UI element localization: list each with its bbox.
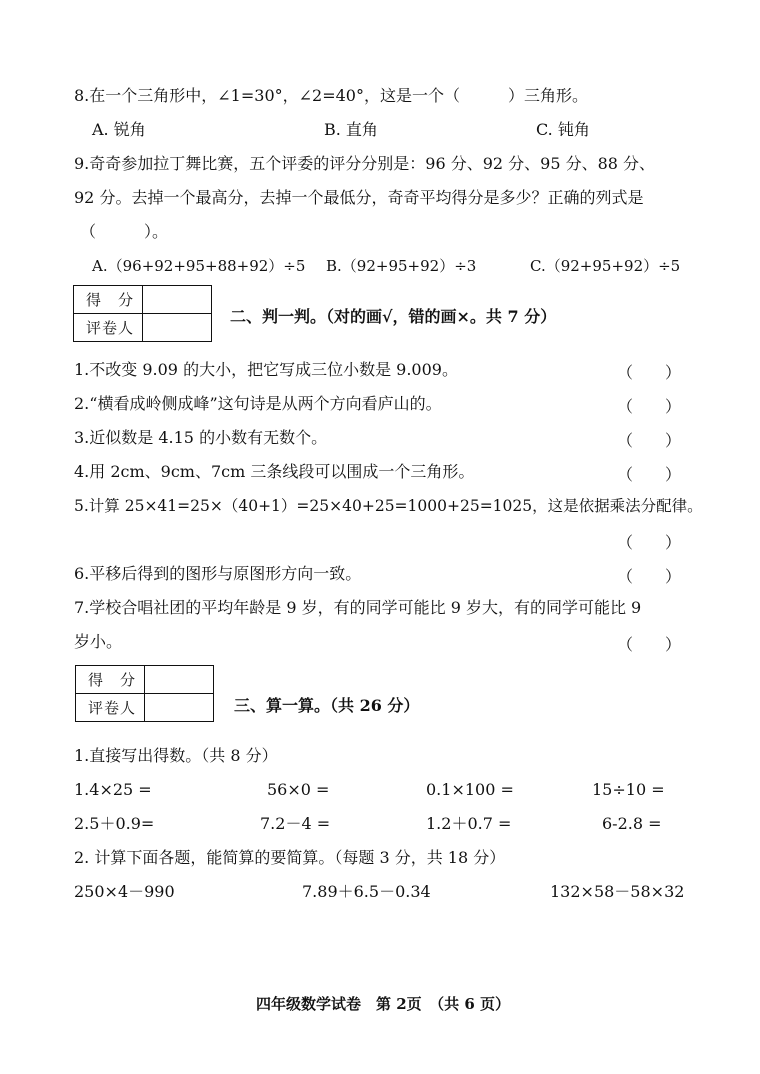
section2-title: 二、判一判。（对的画√，错的画×。共 7 分） bbox=[230, 307, 557, 326]
calc-r2-c4: 6-2.8 = bbox=[602, 814, 662, 833]
judge-answer-5[interactable]: （ ） bbox=[617, 533, 682, 552]
simplify-1: 250×4－990 bbox=[74, 882, 175, 901]
judge-answer-2[interactable]: （ ） bbox=[617, 397, 682, 416]
q8-option-b: B. 直角 bbox=[324, 120, 378, 139]
q9-stem-line1: 9.奇奇参加拉丁舞比赛，五个评委的评分分别是：96 分、92 分、95 分、88 分、 bbox=[74, 154, 656, 173]
grader-blank[interactable] bbox=[145, 694, 214, 722]
score-label: 得 分 bbox=[76, 666, 145, 694]
judge-item-5: 5.计算 25×41=25×（40+1）=25×40+25=1000+25=1025，这是依据乘法分配律。 bbox=[74, 497, 703, 515]
score-box-section3 bbox=[75, 665, 214, 722]
score-blank[interactable] bbox=[145, 666, 214, 694]
judge-item-7-line1: 7.学校合唱社团的平均年龄是 9 岁，有的同学可能比 9 岁大，有的同学可能比 9 bbox=[74, 598, 642, 617]
judge-item-3: 3.近似数是 4.15 的小数有无数个。 bbox=[74, 428, 328, 447]
part1-title: 1.直接写出得数。（共 8 分） bbox=[74, 746, 278, 765]
part2-title: 2. 计算下面各题，能简算的要简算。（每题 3 分，共 18 分） bbox=[74, 848, 506, 867]
q8-option-a: A. 锐角 bbox=[92, 120, 146, 139]
judge-item-1: 1.不改变 9.09 的大小，把它写成三位小数是 9.009。 bbox=[74, 360, 458, 379]
calc-r2-c3: 1.2＋0.7 = bbox=[426, 814, 512, 833]
grader-label: 评卷人 bbox=[76, 694, 145, 722]
section3-title: 三、算一算。（共 26 分） bbox=[234, 696, 420, 715]
judge-item-4: 4.用 2cm、9cm、7cm 三条线段可以围成一个三角形。 bbox=[74, 462, 475, 481]
calc-r2-c1: 2.5＋0.9= bbox=[74, 814, 155, 833]
grader-label: 评卷人 bbox=[74, 314, 143, 342]
judge-item-7-line2: 岁小。 bbox=[74, 632, 123, 651]
page-footer: 四年级数学试卷 第 2页 （共 6 页） bbox=[256, 995, 511, 1013]
judge-answer-3[interactable]: （ ） bbox=[617, 431, 682, 450]
judge-item-2: 2.“横看成岭侧成峰”这句诗是从两个方向看庐山的。 bbox=[74, 394, 442, 413]
q9-option-a: A.（96+92+95+88+92）÷5 bbox=[92, 257, 306, 275]
calc-r2-c2: 7.2－4 = bbox=[260, 814, 331, 833]
judge-answer-4[interactable]: （ ） bbox=[617, 465, 682, 484]
simplify-2: 7.89＋6.5－0.34 bbox=[302, 882, 431, 901]
calc-r1-c4: 15÷10 = bbox=[592, 780, 665, 799]
calc-r1-c1: 1.4×25 = bbox=[74, 780, 152, 799]
q9-option-b: B.（92+95+92）÷3 bbox=[326, 257, 477, 275]
calc-r1-c3: 0.1×100 = bbox=[426, 780, 514, 799]
judge-answer-7[interactable]: （ ） bbox=[617, 635, 682, 654]
judge-item-6: 6.平移后得到的图形与原图形方向一致。 bbox=[74, 564, 362, 583]
q8-option-c: C. 钝角 bbox=[536, 120, 590, 139]
judge-answer-6[interactable]: （ ） bbox=[617, 567, 682, 586]
score-box-section2 bbox=[73, 285, 212, 342]
q9-stem-line3: （ ）。 bbox=[80, 222, 169, 241]
score-label: 得 分 bbox=[74, 286, 143, 314]
judge-answer-1[interactable]: （ ） bbox=[617, 363, 682, 382]
score-blank[interactable] bbox=[143, 286, 212, 314]
q9-stem-line2: 92 分。去掉一个最高分，去掉一个最低分，奇奇平均得分是多少？正确的列式是 bbox=[74, 188, 644, 207]
grader-blank[interactable] bbox=[143, 314, 212, 342]
simplify-3: 132×58－58×32 bbox=[550, 882, 685, 901]
q8-stem: 8.在一个三角形中，∠1=30°，∠2=40°，这是一个（ ）三角形。 bbox=[74, 86, 588, 105]
calc-r1-c2: 56×0 = bbox=[267, 780, 330, 799]
q9-option-c: C.（92+95+92）÷5 bbox=[530, 257, 681, 275]
